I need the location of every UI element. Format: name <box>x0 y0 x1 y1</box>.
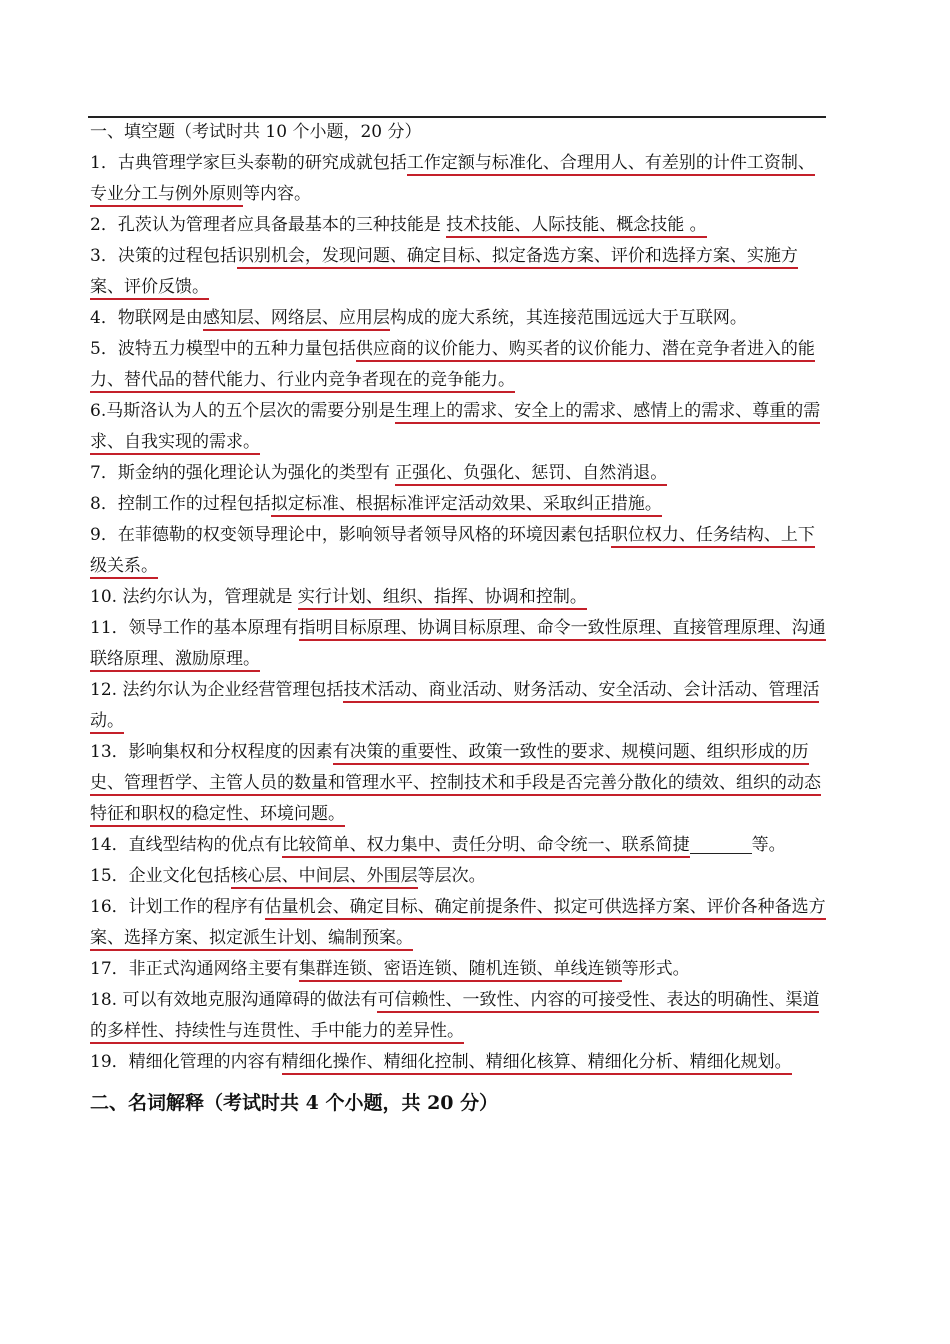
question-item <box>90 520 826 582</box>
header-rule <box>88 116 826 118</box>
question-item <box>90 458 826 489</box>
question-text: 9．在菲德勒的权变领导理论中，影响领导者领导风格的环境因素包括 <box>90 525 611 545</box>
question-text: 17．非正式沟通网络主要有 <box>90 959 299 979</box>
question-suffix: 等。 <box>751 835 786 855</box>
question-suffix: 等层次。 <box>417 866 486 886</box>
answer-underlined: 职位权力、任务结构、上下级关系。 <box>90 525 815 579</box>
question-item <box>90 148 826 210</box>
question-text: 11．领导工作的基本原理有 <box>90 618 299 638</box>
answer-underlined: 生理上的需求、安全上的需求、感情上的需求、尊重的需求、自我实现的需求。 <box>90 401 820 455</box>
blank-line <box>690 852 752 854</box>
question-text: 8．控制工作的过程包括 <box>90 494 271 514</box>
answer-underlined: 工作定额与标准化、合理用人、有差别的计件工资制、专业分工与例外原则 <box>90 153 815 207</box>
answer-underlined: 供应商的议价能力、购买者的议价能力、潜在竞争者进入的能力、替代品的替代能力、行业内竞争者现在的竞争能力。 <box>90 339 815 393</box>
question-item <box>90 489 826 520</box>
section-1-title: 一、填空题（考试时共 10 个小题，20 分） <box>90 122 422 142</box>
question-text: 1．古典管理学家巨头泰勒的研究成就包括 <box>90 153 407 173</box>
answer-underlined: 精细化操作、精细化控制、精细化核算、精细化分析、精细化规划。 <box>282 1052 792 1075</box>
question-item <box>90 613 826 675</box>
question-list <box>90 148 826 1078</box>
question-text: 13．影响集权和分权程度的因素 <box>90 742 333 762</box>
question-text: 19．精细化管理的内容有 <box>90 1052 282 1072</box>
answer-underlined: 技术技能、人际技能、概念技能 。 <box>446 215 706 238</box>
question-item <box>90 241 826 303</box>
answer-underlined: 感知层、网络层、应用层 <box>203 308 390 331</box>
question-text: 2．孔茨认为管理者应具备最基本的三种技能是 <box>90 215 447 235</box>
question-item <box>90 210 826 241</box>
answer-underlined: 技术活动、商业活动、财务活动、安全活动、会计活动、管理活动。 <box>90 680 819 734</box>
question-item <box>90 396 826 458</box>
question-text: 6.马斯洛认为人的五个层次的需要分别是 <box>90 401 396 421</box>
question-item <box>90 675 826 737</box>
question-text: 10. 法约尔认为，管理就是 <box>90 587 298 607</box>
document-body <box>90 120 826 1118</box>
question-text: 4．物联网是由 <box>90 308 203 328</box>
answer-underlined: 实行计划、组织、指挥、协调和控制。 <box>298 587 587 610</box>
answer-underlined: 指明目标原理、协调目标原理、命令一致性原理、直接管理原理、沟通联络原理、激励原理。 <box>90 618 826 672</box>
question-item <box>90 334 826 396</box>
question-item <box>90 985 826 1047</box>
answer-underlined: 估量机会、确定目标、确定前提条件、拟定可供选择方案、评价各种备选方案、选择方案、拟定派生计划、编制预案。 <box>90 897 826 951</box>
answer-underlined: 集群连锁、密语连锁、随机连锁、单线连锁 <box>299 959 622 982</box>
question-suffix: 等内容。 <box>243 184 311 204</box>
question-item <box>90 1047 826 1078</box>
question-text: 3．决策的过程包括 <box>90 246 237 266</box>
answer-underlined: 拟定标准、根据标准评定活动效果、采取纠正措施。 <box>271 494 662 517</box>
question-item <box>90 582 826 613</box>
question-suffix: 等形式。 <box>621 959 690 979</box>
answer-underlined: 有决策的重要性、政策一致性的要求、规模问题、组织形成的历史、管理哲学、主管人员的数量和管理水平、控制技术和手段是否完善分散化的绩效、组织的动态特征和职权的稳定性、环境问题。 <box>90 742 821 827</box>
question-item <box>90 737 826 830</box>
question-item <box>90 892 826 954</box>
question-text: 7．斯金纳的强化理论认为强化的类型有 <box>90 463 396 483</box>
question-text: 16．计划工作的程序有 <box>90 897 265 917</box>
answer-underlined: 比较简单、权力集中、责任分明、命令统一、联系简捷 <box>282 835 690 858</box>
question-text: 12. 法约尔认为企业经营管理包括 <box>90 680 344 700</box>
answer-underlined: 核心层、中间层、外围层 <box>231 866 418 889</box>
question-item <box>90 954 826 985</box>
question-text: 14．直线型结构的优点有 <box>90 835 282 855</box>
answer-underlined: 识别机会，发现问题、确定目标、拟定备选方案、评价和选择方案、实施方案、评价反馈。 <box>90 246 798 300</box>
answer-underlined: 可信赖性、一致性、内容的可接受性、表达的明确性、渠道的多样性、持续性与连贯性、手中能力的差异性。 <box>90 990 819 1044</box>
question-item <box>90 830 826 861</box>
question-text: 18. 可以有效地克服沟通障碍的做法有 <box>90 990 378 1010</box>
question-suffix: 构成的庞大系统，其连接范围远远大于互联网。 <box>389 308 747 328</box>
question-text: 15．企业文化包括 <box>90 866 231 886</box>
section-2-title: 二、名词解释（考试时共 4 个小题，共 20 分） <box>90 1092 499 1114</box>
question-item <box>90 303 826 334</box>
answer-underlined: 正强化、负强化、惩罚、自然消退。 <box>395 463 667 486</box>
question-item <box>90 861 826 892</box>
question-text: 5．波特五力模型中的五种力量包括 <box>90 339 356 359</box>
